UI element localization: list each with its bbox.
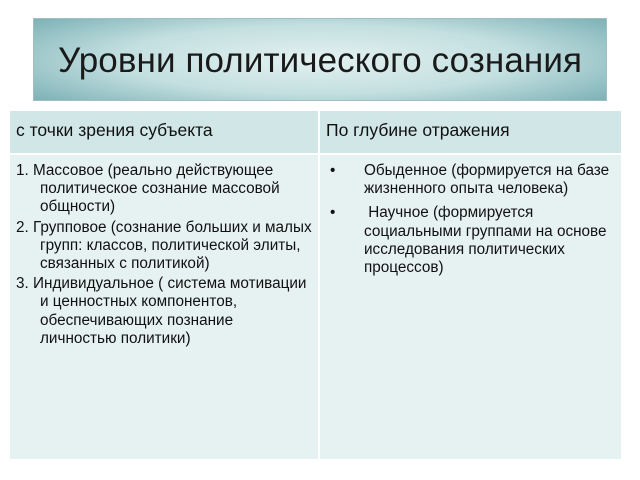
list-item-group: 2. Групповое (сознание больших и малых групп: классов, политической элиты, связанных с политикой) xyxy=(16,218,312,273)
list-item-ordinary xyxy=(328,162,618,198)
bullet-icon: • xyxy=(330,162,336,179)
column-by-depth xyxy=(320,111,621,459)
column-header-by-subject: с точки зрения субъекта xyxy=(10,111,318,153)
numbered-list xyxy=(16,162,312,350)
page-title: Уровни политического сознания xyxy=(57,40,583,80)
column-header-by-depth: По глубине отражения xyxy=(320,111,621,153)
list-item-scientific xyxy=(328,204,618,277)
list-item-scientific-text: Научное (формируется социальными группами на основе исследования политических процессов) xyxy=(364,204,611,277)
bullet-list xyxy=(328,162,618,283)
column-body-by-depth xyxy=(320,155,621,459)
column-by-subject xyxy=(10,111,318,459)
list-item-ordinary-text: Обыденное (формируется на базе жизненного опыта человека) xyxy=(364,162,610,198)
title-banner xyxy=(33,18,607,101)
comparison-table xyxy=(10,111,621,459)
list-item-mass: 1. Массовое (реально действующее политическое сознание массовой общности) xyxy=(16,162,280,216)
column-body-by-subject xyxy=(10,155,318,459)
bullet-icon: • xyxy=(330,204,336,222)
list-item-individual: 3. Индивидуальное ( система мотивации и ценностных компонентов, обеспечивающих познание личностью политики) xyxy=(16,275,307,347)
